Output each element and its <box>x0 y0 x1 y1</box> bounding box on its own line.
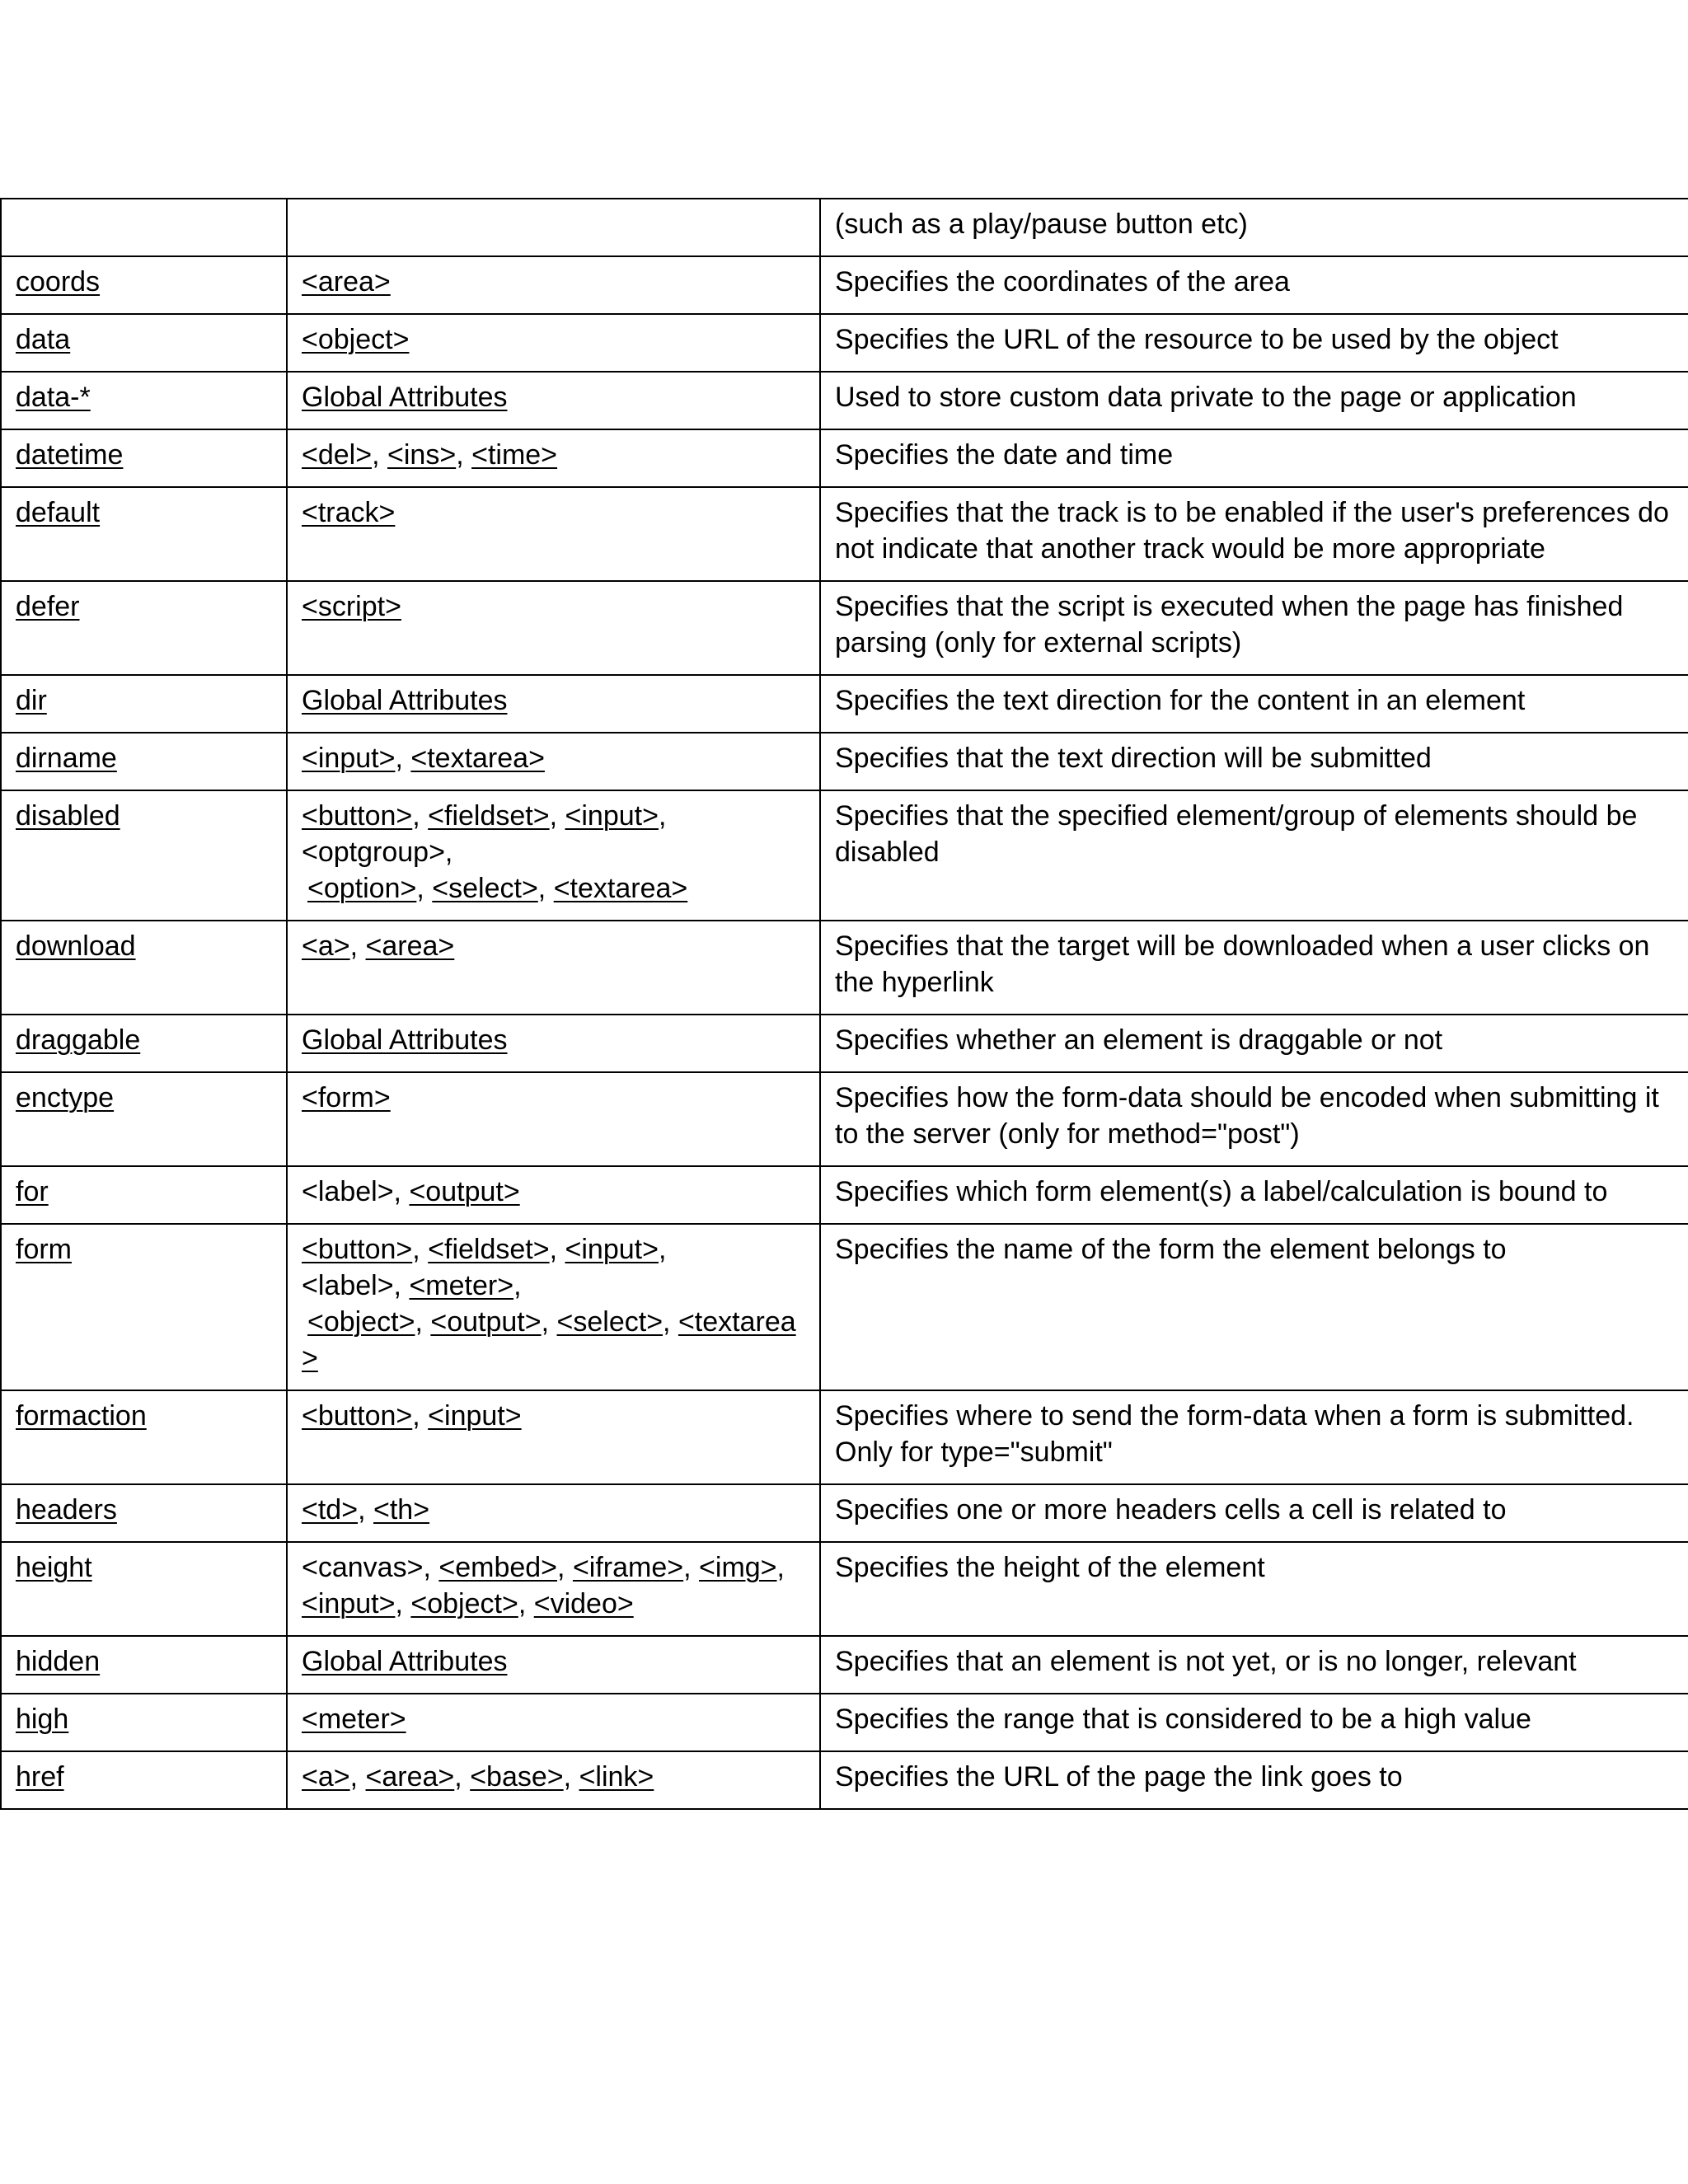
element-link[interactable]: <object> <box>410 1588 518 1619</box>
description-text: Specifies the text direction for the content in an element <box>835 685 1526 716</box>
element-link[interactable]: <img> <box>699 1552 777 1583</box>
attributes-table <box>0 198 1688 1810</box>
attribute-cell <box>1 1072 287 1166</box>
table-row <box>1 1015 1688 1072</box>
elements-line <box>302 1701 806 1737</box>
attribute-cell <box>1 790 287 921</box>
elements-cell <box>287 1072 820 1166</box>
element-text: , <box>349 930 366 962</box>
element-text: , <box>518 1588 534 1619</box>
elements-cell <box>287 921 820 1015</box>
attribute-link[interactable]: disabled <box>16 800 120 832</box>
element-link[interactable]: <fieldset> <box>428 1234 550 1265</box>
description-cell <box>820 1224 1688 1390</box>
table-row <box>1 1636 1688 1694</box>
attribute-cell <box>1 256 287 314</box>
elements-line <box>302 1022 806 1058</box>
element-link[interactable]: <select> <box>432 873 538 904</box>
element-link[interactable]: <button> <box>302 1234 413 1265</box>
elements-cell <box>287 581 820 675</box>
description-text: Specifies that the script is executed when the page has finished parsing (only for external scripts) <box>835 591 1624 658</box>
description-text: Specifies one or more headers cells a cell is related to <box>835 1494 1507 1526</box>
attribute-cell <box>1 372 287 429</box>
description-text: Specifies how the form-data should be encoded when submitting it to the server (only for method="post") <box>835 1082 1659 1150</box>
element-link[interactable]: <option> <box>307 873 417 904</box>
attribute-cell <box>1 1694 287 1751</box>
element-text: , <box>663 1306 678 1338</box>
attribute-link[interactable]: data-* <box>16 382 91 413</box>
elements-cell <box>287 1015 820 1072</box>
elements-cell <box>287 429 820 487</box>
table-row <box>1 1166 1688 1224</box>
description-cell <box>820 921 1688 1015</box>
table-row <box>1 199 1688 256</box>
elements-line <box>302 1759 806 1795</box>
attribute-cell <box>1 733 287 790</box>
description-text: Specifies the range that is considered to be a high value <box>835 1704 1531 1735</box>
description-cell <box>820 790 1688 921</box>
elements-cell <box>287 1166 820 1224</box>
elements-line <box>302 437 806 473</box>
description-text: Specifies the date and time <box>835 439 1174 471</box>
description-cell <box>820 487 1688 581</box>
elements-cell <box>287 1542 820 1636</box>
description-cell <box>820 733 1688 790</box>
element-link[interactable]: <a> <box>302 930 350 962</box>
description-text: (such as a play/pause button etc) <box>835 209 1248 240</box>
attribute-cell <box>1 314 287 372</box>
attribute-cell <box>1 1542 287 1636</box>
description-cell <box>820 1694 1688 1751</box>
element-text: , <box>658 800 667 832</box>
element-link[interactable]: <input> <box>302 743 396 774</box>
description-cell <box>820 314 1688 372</box>
table-row <box>1 372 1688 429</box>
table-row <box>1 790 1688 921</box>
elements-line <box>302 740 806 776</box>
attribute-link[interactable]: formaction <box>16 1400 147 1432</box>
element-link[interactable]: Global Attributes <box>302 1646 508 1677</box>
element-link[interactable]: <video> <box>533 1588 634 1619</box>
element-link[interactable]: <del> <box>302 439 373 471</box>
elements-cell <box>287 1390 820 1484</box>
element-link[interactable]: <textarea <box>678 1306 796 1338</box>
element-text: , <box>358 1494 373 1526</box>
description-text: Specifies the URL of the resource to be used by the object <box>835 324 1559 355</box>
attribute-cell <box>1 1224 287 1390</box>
elements-line <box>302 588 806 625</box>
description-cell <box>820 1484 1688 1542</box>
attribute-cell <box>1 1015 287 1072</box>
element-text: <canvas> <box>302 1552 424 1583</box>
element-text: , <box>549 1234 565 1265</box>
attribute-link[interactable]: draggable <box>16 1024 141 1056</box>
elements-line <box>302 1174 806 1210</box>
attribute-cell <box>1 675 287 733</box>
elements-cell <box>287 790 820 921</box>
attribute-cell <box>1 1166 287 1224</box>
attribute-cell <box>1 581 287 675</box>
attribute-cell <box>1 1484 287 1542</box>
elements-cell <box>287 1636 820 1694</box>
element-link[interactable]: <button> <box>302 1400 413 1432</box>
table-row <box>1 1224 1688 1390</box>
description-cell <box>820 1390 1688 1484</box>
element-text: , <box>549 800 565 832</box>
attribute-link[interactable]: coords <box>16 266 101 298</box>
element-link[interactable]: <area> <box>365 1761 455 1793</box>
element-link[interactable]: <output> <box>409 1176 520 1207</box>
table-row <box>1 1751 1688 1809</box>
attribute-link[interactable]: form <box>16 1234 72 1265</box>
element-link[interactable]: Global Attributes <box>302 382 508 413</box>
attribute-link[interactable]: headers <box>16 1494 117 1526</box>
description-cell <box>820 675 1688 733</box>
description-text: Specifies whether an element is draggable or not <box>835 1024 1443 1056</box>
elements-line <box>302 1304 806 1340</box>
element-text: , <box>393 1270 410 1301</box>
element-link[interactable]: <iframe> <box>572 1552 684 1583</box>
element-link[interactable]: > <box>302 1343 318 1374</box>
attribute-link[interactable]: data <box>16 324 71 355</box>
elements-cell <box>287 487 820 581</box>
attribute-cell <box>1 487 287 581</box>
element-text: , <box>393 1176 410 1207</box>
element-link[interactable]: <object> <box>307 1306 415 1338</box>
attribute-cell <box>1 1390 287 1484</box>
element-text: , <box>395 743 411 774</box>
description-text: Specifies that the track is to be enabled if the user's preferences do not indicate that another track would be more appropriate <box>835 497 1669 565</box>
element-text: , <box>372 439 387 471</box>
element-link[interactable]: <input> <box>565 1234 659 1265</box>
table-row <box>1 256 1688 314</box>
description-cell <box>820 581 1688 675</box>
element-link[interactable]: <area> <box>302 266 391 298</box>
description-text: Specifies which form element(s) a label/calculation is bound to <box>835 1176 1608 1207</box>
table-row <box>1 1072 1688 1166</box>
attribute-link[interactable]: datetime <box>16 439 124 471</box>
description-text: Specifies that the specified element/group of elements should be disabled <box>835 800 1638 868</box>
element-link[interactable]: <textarea> <box>553 873 688 904</box>
element-text: , <box>456 439 472 471</box>
element-link[interactable]: <link> <box>579 1761 654 1793</box>
element-text: , <box>658 1234 667 1265</box>
elements-cell <box>287 1751 820 1809</box>
element-link[interactable]: <button> <box>302 800 413 832</box>
element-text: , <box>683 1552 700 1583</box>
elements-line <box>302 1398 806 1434</box>
attribute-cell <box>1 1636 287 1694</box>
description-text: Specifies the name of the form the element belongs to <box>835 1234 1507 1265</box>
element-text: , <box>423 1552 439 1583</box>
elements-cell <box>287 675 820 733</box>
element-text: <label> <box>302 1270 394 1301</box>
description-text: Specifies that the text direction will be submitted <box>835 743 1432 774</box>
elements-line <box>302 928 806 964</box>
elements-cell <box>287 256 820 314</box>
table-row <box>1 733 1688 790</box>
element-text: , <box>541 1306 557 1338</box>
elements-cell <box>287 1694 820 1751</box>
elements-line <box>302 1231 806 1268</box>
description-cell <box>820 1166 1688 1224</box>
attribute-link[interactable]: hidden <box>16 1646 101 1677</box>
attribute-link[interactable]: href <box>16 1761 64 1793</box>
elements-cell <box>287 199 820 256</box>
table-row <box>1 487 1688 581</box>
elements-cell <box>287 1224 820 1390</box>
element-text: , <box>557 1552 573 1583</box>
element-text: , <box>349 1761 366 1793</box>
elements-cell <box>287 733 820 790</box>
description-cell <box>820 1542 1688 1636</box>
attribute-link[interactable]: default <box>16 497 101 528</box>
description-text: Specifies that the target will be downloaded when a user clicks on the hyperlink <box>835 930 1650 998</box>
table-row <box>1 314 1688 372</box>
attribute-link[interactable]: height <box>16 1552 92 1583</box>
table-row <box>1 581 1688 675</box>
attribute-link[interactable]: enctype <box>16 1082 115 1113</box>
attribute-link[interactable]: dirname <box>16 743 117 774</box>
element-text: , <box>454 1761 471 1793</box>
table-row <box>1 921 1688 1015</box>
elements-cell <box>287 372 820 429</box>
element-link[interactable]: Global Attributes <box>302 685 508 716</box>
description-cell <box>820 256 1688 314</box>
attribute-cell <box>1 921 287 1015</box>
elements-line <box>302 798 806 834</box>
element-link[interactable]: <track> <box>302 497 396 528</box>
description-text: Specifies where to send the form-data when a form is submitted. Only for type="submit" <box>835 1400 1634 1468</box>
elements-line <box>302 1586 806 1622</box>
table-row <box>1 1484 1688 1542</box>
element-link[interactable]: <form> <box>302 1082 391 1113</box>
element-link[interactable]: <meter> <box>302 1704 406 1735</box>
element-link[interactable]: <area> <box>365 930 455 962</box>
description-cell <box>820 1072 1688 1166</box>
description-cell <box>820 1636 1688 1694</box>
description-text: Specifies the URL of the page the link goes to <box>835 1761 1403 1793</box>
element-text: , <box>412 1400 429 1432</box>
elements-line <box>302 1549 806 1586</box>
description-text: Specifies the height of the element <box>835 1552 1265 1583</box>
description-cell <box>820 429 1688 487</box>
element-link[interactable]: <select> <box>556 1306 663 1338</box>
element-link[interactable]: <td> <box>302 1494 359 1526</box>
elements-line <box>302 1080 806 1116</box>
attribute-cell <box>1 199 287 256</box>
element-text: , <box>412 800 429 832</box>
element-link[interactable]: <input> <box>302 1588 396 1619</box>
description-cell <box>820 1751 1688 1809</box>
element-link[interactable]: <a> <box>302 1761 350 1793</box>
element-link[interactable]: <fieldset> <box>428 800 550 832</box>
element-text: , <box>395 1588 411 1619</box>
table-row <box>1 675 1688 733</box>
description-text: Specifies the coordinates of the area <box>835 266 1290 298</box>
element-link[interactable]: <input> <box>565 800 659 832</box>
element-link[interactable]: <object> <box>302 324 410 355</box>
attribute-link[interactable]: for <box>16 1176 49 1207</box>
element-text: , <box>412 1234 429 1265</box>
element-text: <label> <box>302 1176 394 1207</box>
elements-line <box>302 1340 806 1376</box>
element-text: , <box>537 873 554 904</box>
element-link[interactable]: <base> <box>470 1761 564 1793</box>
element-text: , <box>776 1552 785 1583</box>
attribute-cell <box>1 1751 287 1809</box>
description-text: Specifies that an element is not yet, or is no longer, relevant <box>835 1646 1577 1677</box>
element-link[interactable]: <script> <box>302 591 401 622</box>
element-link[interactable]: <th> <box>373 1494 430 1526</box>
attribute-link[interactable]: high <box>16 1704 69 1735</box>
element-text: <optgroup>, <box>302 837 453 868</box>
elements-line <box>302 321 806 358</box>
description-text: Used to store custom data private to the page or application <box>835 382 1577 413</box>
element-link[interactable]: <time> <box>471 439 558 471</box>
element-link[interactable]: Global Attributes <box>302 1024 508 1056</box>
element-link[interactable]: <output> <box>430 1306 542 1338</box>
description-cell <box>820 372 1688 429</box>
element-link[interactable]: <embed> <box>438 1552 558 1583</box>
element-link[interactable]: <textarea> <box>410 743 545 774</box>
elements-line <box>302 682 806 719</box>
elements-line <box>302 494 806 531</box>
attribute-cell <box>1 429 287 487</box>
element-text: , <box>415 1306 431 1338</box>
elements-cell <box>287 1484 820 1542</box>
table-row <box>1 1694 1688 1751</box>
element-text: , <box>416 873 433 904</box>
element-text: , <box>513 1270 522 1301</box>
table-row <box>1 1390 1688 1484</box>
elements-line <box>302 264 806 300</box>
element-text: , <box>563 1761 579 1793</box>
element-link[interactable]: <ins> <box>387 439 457 471</box>
elements-line <box>302 1268 806 1304</box>
table-row <box>1 429 1688 487</box>
elements-line <box>302 834 806 870</box>
attribute-link[interactable]: download <box>16 930 136 962</box>
elements-line <box>302 379 806 415</box>
elements-line <box>302 870 806 907</box>
description-cell <box>820 199 1688 256</box>
table-row <box>1 1542 1688 1636</box>
element-link[interactable]: <input> <box>428 1400 522 1432</box>
elements-cell <box>287 314 820 372</box>
elements-line <box>302 1492 806 1528</box>
element-link[interactable]: <meter> <box>409 1270 514 1301</box>
description-cell <box>820 1015 1688 1072</box>
attribute-link[interactable]: dir <box>16 685 47 716</box>
elements-line <box>302 1643 806 1680</box>
attribute-link[interactable]: defer <box>16 591 80 622</box>
attributes-table-body <box>1 199 1688 1809</box>
